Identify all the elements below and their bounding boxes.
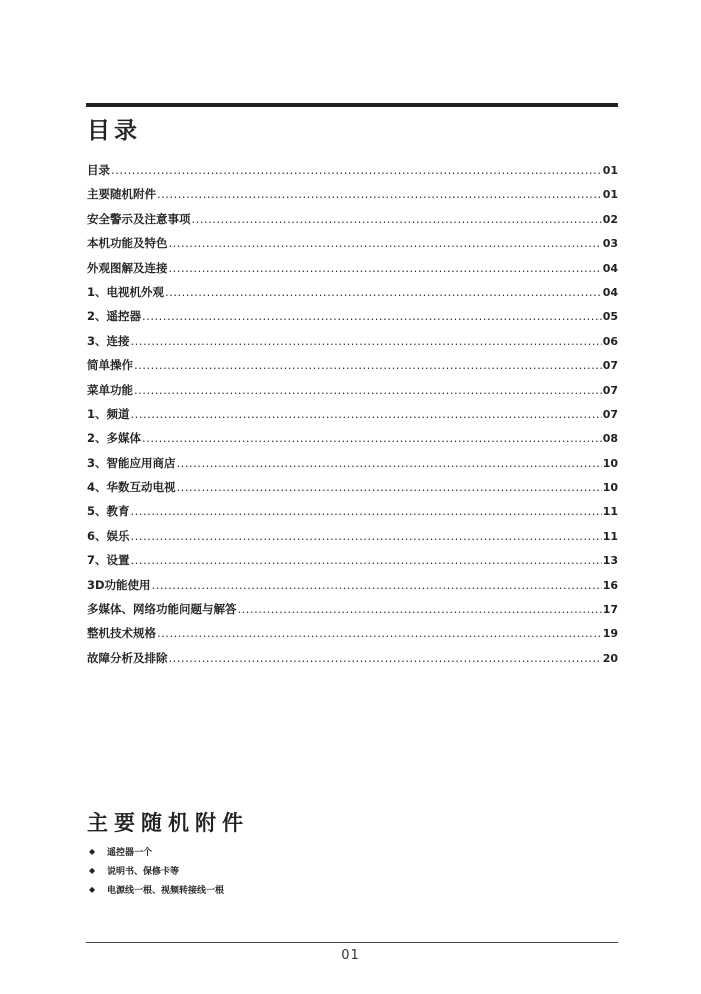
toc-entry-page: 08 xyxy=(602,432,618,446)
toc-entry[interactable] xyxy=(87,333,618,357)
toc-entry[interactable] xyxy=(87,430,618,454)
toc-entry-page: 07 xyxy=(602,407,618,421)
toc-entry-page: 06 xyxy=(602,334,618,348)
toc-entry-label: 5、教育 xyxy=(87,504,130,519)
toc-entry-page: 07 xyxy=(602,359,618,373)
toc-entry-page: 01 xyxy=(602,164,618,177)
toc-leader-dots xyxy=(111,163,602,177)
toc-entry[interactable] xyxy=(87,308,618,332)
toc-entry-page: 01 xyxy=(602,188,618,202)
toc-leader-dots xyxy=(165,285,602,299)
toc-leader-dots xyxy=(134,383,602,397)
toc-leader-dots xyxy=(238,602,602,616)
toc-entry-label: 1、电视机外观 xyxy=(87,284,165,299)
toc-entry[interactable] xyxy=(87,601,618,625)
toc-entry-page: 04 xyxy=(602,261,618,275)
toc-entry-label: 3、连接 xyxy=(87,333,130,348)
toc-entry[interactable] xyxy=(87,650,618,674)
toc-entry-page: 10 xyxy=(602,456,618,470)
toc-entry-label: 整机技术规格 xyxy=(87,626,156,641)
toc-entry-page: 13 xyxy=(602,554,618,568)
toc-entry-label: 4、华数互动电视 xyxy=(87,480,176,495)
toc-entry-label: 目录 xyxy=(87,163,110,177)
page-number: 01 xyxy=(341,948,360,963)
toc-leader-dots xyxy=(157,187,602,201)
toc-entry-page: 05 xyxy=(602,310,618,324)
toc-entry-label: 2、多媒体 xyxy=(87,431,142,446)
toc-leader-dots xyxy=(131,407,602,421)
toc-leader-dots xyxy=(131,504,602,518)
toc-list xyxy=(87,162,618,674)
toc-entry-label: 主要随机附件 xyxy=(87,187,156,202)
toc-entry-label: 7、设置 xyxy=(87,553,130,568)
toc-leader-dots xyxy=(177,480,602,494)
toc-entry-page: 17 xyxy=(602,603,618,617)
toc-leader-dots xyxy=(152,578,602,592)
toc-entry[interactable] xyxy=(87,260,618,284)
toc-entry[interactable] xyxy=(87,552,618,576)
toc-leader-dots xyxy=(142,309,602,323)
toc-entry-label: 2、遥控器 xyxy=(87,309,142,324)
toc-entry-label: 菜单功能 xyxy=(87,382,133,397)
toc-leader-dots xyxy=(169,651,602,665)
toc-leader-dots xyxy=(134,358,602,372)
toc-leader-dots xyxy=(177,456,602,470)
toc-entry-label: 多媒体、网络功能问题与解答 xyxy=(87,602,237,617)
toc-entry-page: 04 xyxy=(602,285,618,299)
toc-entry[interactable] xyxy=(87,211,618,235)
diamond-bullet-icon: ◆ xyxy=(89,866,96,875)
toc-entry-page: 11 xyxy=(602,505,618,519)
toc-entry[interactable] xyxy=(87,235,618,259)
accessory-item-label: 遥控器一个 xyxy=(107,848,153,858)
accessory-item-label: 电源线一根、视频转接线一根 xyxy=(107,886,225,896)
toc-entry[interactable] xyxy=(87,577,618,601)
toc-leader-dots xyxy=(131,529,602,543)
toc-entry-page: 19 xyxy=(602,627,618,641)
diamond-bullet-icon: ◆ xyxy=(89,885,96,894)
toc-entry-label: 1、频道 xyxy=(87,406,130,421)
toc-entry-label: 3、智能应用商店 xyxy=(87,455,176,470)
toc-entry[interactable] xyxy=(87,382,618,406)
toc-entry-label: 简单操作 xyxy=(87,358,133,373)
toc-leader-dots xyxy=(169,261,602,275)
accessory-item xyxy=(89,842,224,861)
bottom-rule xyxy=(86,942,618,943)
toc-entry[interactable] xyxy=(87,162,618,186)
toc-entry[interactable] xyxy=(87,479,618,503)
diamond-bullet-icon: ◆ xyxy=(89,847,96,856)
toc-leader-dots xyxy=(131,334,602,348)
accessories-title: 主要随机附件 xyxy=(87,811,249,835)
toc-entry[interactable] xyxy=(87,625,618,649)
toc-entry-page: 02 xyxy=(602,212,618,226)
toc-entry-label: 6、娱乐 xyxy=(87,528,130,543)
toc-leader-dots xyxy=(192,212,602,226)
accessories-list xyxy=(89,842,224,899)
toc-entry[interactable] xyxy=(87,528,618,552)
toc-entry[interactable] xyxy=(87,406,618,430)
toc-leader-dots xyxy=(169,236,602,250)
accessory-item-label: 说明书、保修卡等 xyxy=(107,867,180,877)
toc-leader-dots xyxy=(131,553,602,567)
toc-entry-page: 16 xyxy=(602,578,618,592)
toc-entry-label: 3D功能使用 xyxy=(87,577,151,592)
toc-entry-label: 本机功能及特色 xyxy=(87,236,168,251)
toc-entry-page: 07 xyxy=(602,383,618,397)
toc-entry[interactable] xyxy=(87,357,618,381)
toc-title: 目录 xyxy=(87,118,141,144)
toc-entry[interactable] xyxy=(87,503,618,527)
toc-entry-page: 10 xyxy=(602,481,618,495)
toc-entry-page: 20 xyxy=(602,651,618,665)
toc-entry[interactable] xyxy=(87,284,618,308)
toc-entry-label: 安全警示及注意事项 xyxy=(87,211,191,226)
toc-leader-dots xyxy=(142,431,602,445)
toc-entry-page: 11 xyxy=(602,529,618,543)
toc-entry[interactable] xyxy=(87,455,618,479)
toc-entry-label: 外观图解及连接 xyxy=(87,260,168,275)
toc-leader-dots xyxy=(157,626,602,640)
toc-entry-page: 03 xyxy=(602,237,618,251)
accessory-item xyxy=(89,861,224,880)
accessory-item xyxy=(89,880,224,899)
toc-entry[interactable] xyxy=(87,186,618,210)
top-rule xyxy=(86,103,618,107)
toc-entry-label: 故障分析及排除 xyxy=(87,650,168,665)
